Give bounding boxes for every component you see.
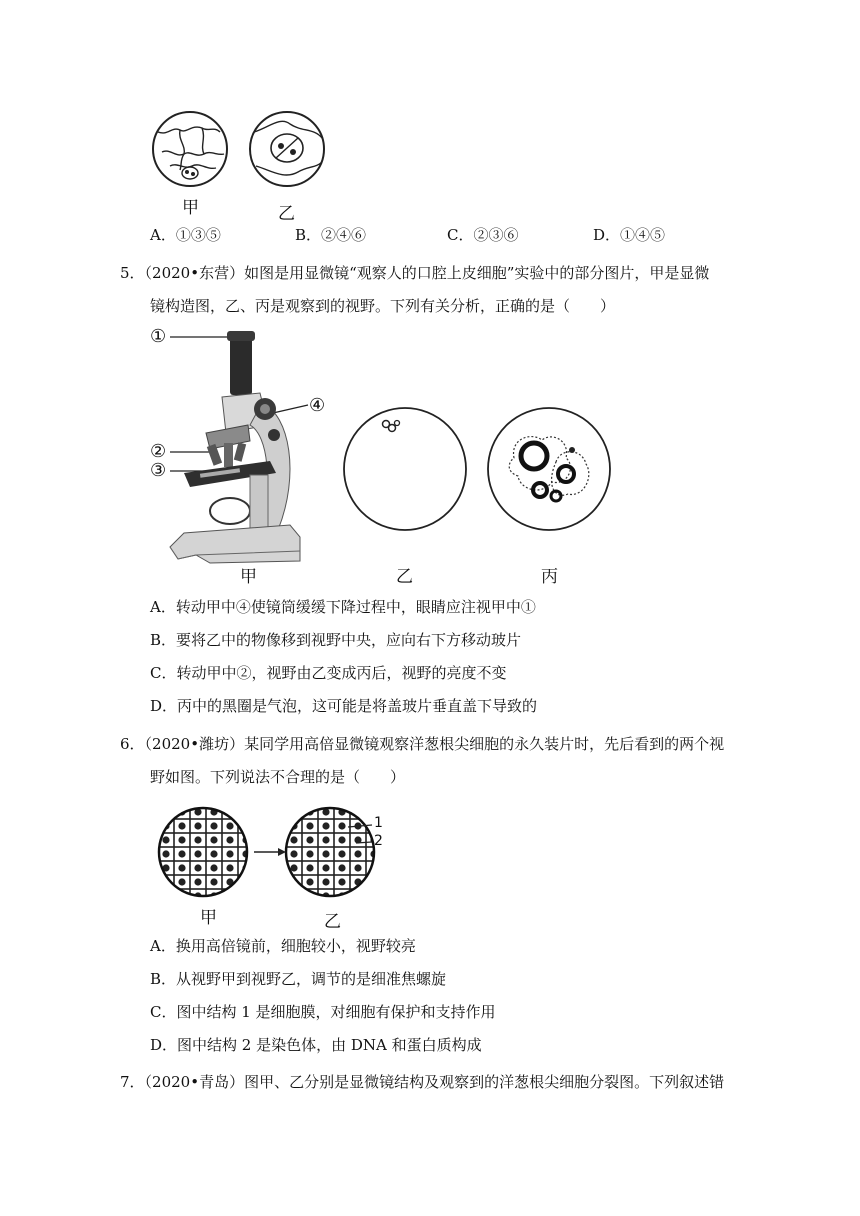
q6-option-c[interactable]: C．图中结构 1 是细胞膜，对细胞有保护和支持作用 <box>150 1003 496 1021</box>
q4-label-yi: 乙 <box>278 204 295 224</box>
q6-stem-line1: 6．（2020•潍坊）某同学用高倍显微镜观察洋葱根尖细胞的永久装片时，先后看到的两个视 <box>120 735 725 753</box>
callout-4: ④ <box>309 395 326 416</box>
q4-option-d[interactable]: D．①④⑤ <box>593 226 666 244</box>
q5-option-c[interactable]: C．转动甲中②，视野由乙变成丙后，视野的亮度不变 <box>150 664 507 682</box>
q5-option-d[interactable]: D．丙中的黑圈是气泡，这可能是将盖玻片垂直盖下导致的 <box>150 697 538 715</box>
q6-option-a[interactable]: A．换用高倍镜前，细胞较小，视野较亮 <box>150 937 416 955</box>
q4-option-b[interactable]: B．②④⑥ <box>295 226 367 244</box>
q4-label-jia: 甲 <box>182 198 199 218</box>
q4-option-c[interactable]: C．②③⑥ <box>447 226 519 244</box>
onion-cells-figure <box>158 805 378 905</box>
q5-label-yi: 乙 <box>396 567 413 587</box>
q5-option-b[interactable]: B．要将乙中的物像移到视野中央，应向右下方移动玻片 <box>150 631 522 649</box>
microscope-figure <box>150 325 340 570</box>
q4-option-a[interactable]: A．①③⑤ <box>150 226 221 244</box>
q5-label-bing: 丙 <box>541 567 558 587</box>
q6-option-b[interactable]: B．从视野甲到视野乙，调节的是细准焦螺旋 <box>150 970 447 988</box>
q6-stem-line2: 野如图。下列说法不合理的是（ ） <box>150 768 406 786</box>
q5-option-a[interactable]: A．转动甲中④使镜筒缓缓下降过程中，眼睛应注视甲中① <box>150 598 536 616</box>
q5-stem-line2: 镜构造图，乙、丙是观察到的视野。下列有关分析，正确的是（ ） <box>150 297 616 315</box>
q6-callout-1: 1 <box>374 815 383 831</box>
q4-figure <box>150 110 340 190</box>
callout-1: ① <box>150 326 167 347</box>
q6-label-jia: 甲 <box>200 908 217 928</box>
q6-option-d[interactable]: D．图中结构 2 是染色体，由 DNA 和蛋白质构成 <box>150 1036 482 1054</box>
q5-label-jia: 甲 <box>240 567 257 587</box>
q5-stem-line1: 5．（2020•东营）如图是用显微镜“观察人的口腔上皮细胞”实验中的部分图片，甲是显微 <box>120 264 710 282</box>
view-bing-figure <box>486 406 612 532</box>
callout-3: ③ <box>150 460 167 481</box>
q7-stem-line1: 7．（2020•青岛）图甲、乙分别是显微镜结构及观察到的洋葱根尖细胞分裂图。下列叙述错 <box>120 1073 725 1091</box>
q6-callout-2: 2 <box>374 833 383 849</box>
callout-2: ② <box>150 441 167 462</box>
view-yi-figure <box>342 406 468 532</box>
q6-label-yi: 乙 <box>324 912 341 932</box>
